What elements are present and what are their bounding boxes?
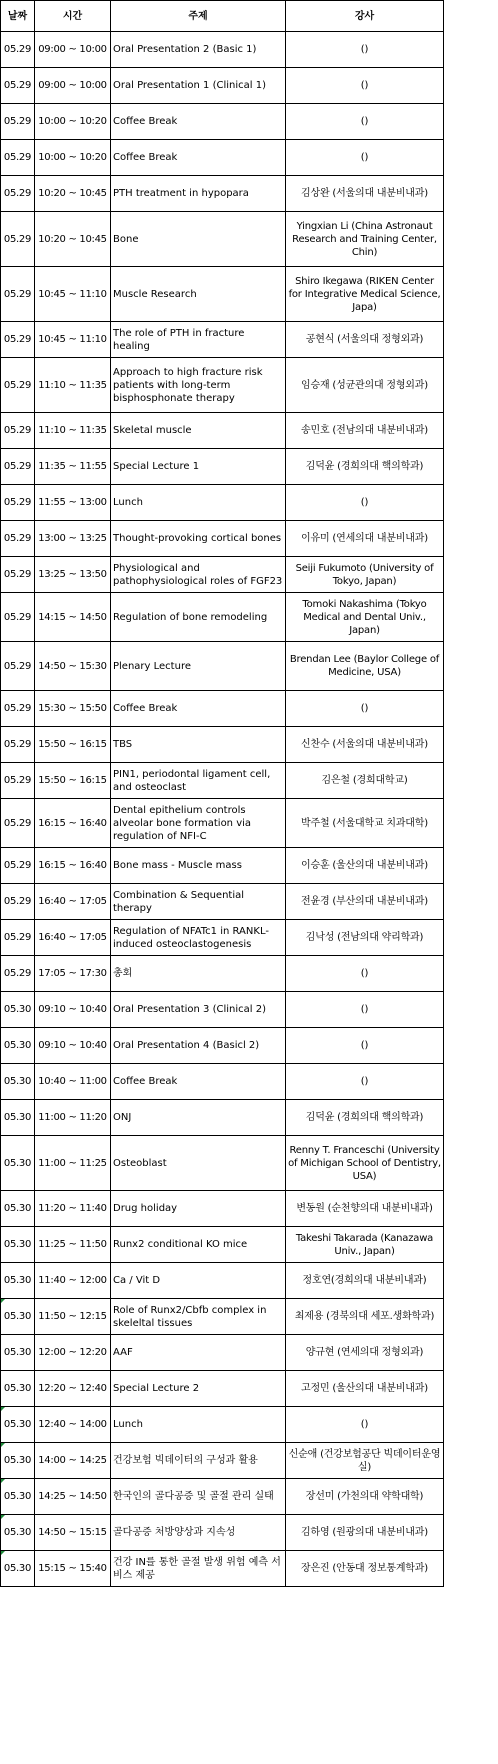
topic-cell: Lunch (111, 485, 286, 521)
table-row (1, 1551, 444, 1587)
date-cell: 05.30 (1, 1407, 35, 1443)
table-row (1, 267, 444, 322)
time-cell: 11:40 ~ 12:00 (35, 1263, 111, 1299)
time-cell: 15:50 ~ 16:15 (35, 727, 111, 763)
table-row (1, 1064, 444, 1100)
time-cell: 10:00 ~ 10:20 (35, 140, 111, 176)
date-cell: 05.29 (1, 691, 35, 727)
topic-cell: Muscle Research (111, 267, 286, 322)
table-row (1, 642, 444, 691)
speaker-cell: 장은진 (안동대 정보통계학과) (286, 1551, 444, 1587)
date-cell: 05.30 (1, 1191, 35, 1227)
date-cell: 05.29 (1, 920, 35, 956)
time-cell: 11:00 ~ 11:25 (35, 1136, 111, 1191)
time-cell: 09:10 ~ 10:40 (35, 1028, 111, 1064)
time-cell: 11:10 ~ 11:35 (35, 358, 111, 413)
date-cell: 05.30 (1, 992, 35, 1028)
speaker-cell: 신찬수 (서울의대 내분비내과) (286, 727, 444, 763)
date-cell: 05.29 (1, 68, 35, 104)
table-row (1, 413, 444, 449)
time-cell: 17:05 ~ 17:30 (35, 956, 111, 992)
time-cell: 09:10 ~ 10:40 (35, 992, 111, 1028)
time-cell: 10:00 ~ 10:20 (35, 104, 111, 140)
date-cell: 05.29 (1, 557, 35, 593)
time-cell: 11:25 ~ 11:50 (35, 1227, 111, 1263)
speaker-cell: () (286, 956, 444, 992)
table-row (1, 992, 444, 1028)
speaker-cell: 변동원 (순천향의대 내분비내과) (286, 1191, 444, 1227)
table-row (1, 32, 444, 68)
date-cell: 05.30 (1, 1551, 35, 1587)
time-cell: 12:40 ~ 14:00 (35, 1407, 111, 1443)
date-cell: 05.30 (1, 1335, 35, 1371)
time-cell: 10:20 ~ 10:45 (35, 176, 111, 212)
time-cell: 15:15 ~ 15:40 (35, 1551, 111, 1587)
topic-cell: Special Lecture 1 (111, 449, 286, 485)
speaker-cell: 김덕윤 (경희의대 핵의학과) (286, 1100, 444, 1136)
table-row (1, 358, 444, 413)
table-row (1, 1136, 444, 1191)
speaker-cell: 김은철 (경희대학교) (286, 763, 444, 799)
topic-cell: 건강보험 빅데이터의 구성과 활용 (111, 1443, 286, 1479)
time-cell: 10:20 ~ 10:45 (35, 212, 111, 267)
speaker-cell: () (286, 1028, 444, 1064)
topic-cell: Ca / Vit D (111, 1263, 286, 1299)
time-cell: 09:00 ~ 10:00 (35, 68, 111, 104)
topic-cell: 한국인의 골다공증 및 골절 관리 실태 (111, 1479, 286, 1515)
date-cell: 05.29 (1, 358, 35, 413)
date-cell: 05.30 (1, 1263, 35, 1299)
topic-cell: Oral Presentation 3 (Clinical 2) (111, 992, 286, 1028)
table-row (1, 449, 444, 485)
date-cell: 05.29 (1, 848, 35, 884)
topic-cell: Dental epithelium controls alveolar bone formation via regulation of NFI-C (111, 799, 286, 848)
topic-cell: Bone (111, 212, 286, 267)
speaker-cell: 김낙성 (전남의대 약리학과) (286, 920, 444, 956)
table-row (1, 104, 444, 140)
date-cell: 05.29 (1, 763, 35, 799)
table-row (1, 848, 444, 884)
speaker-cell: 임승재 (성균관의대 정형외과) (286, 358, 444, 413)
header-date: 날짜 (1, 1, 35, 32)
table-row (1, 1227, 444, 1263)
topic-cell: Skeletal muscle (111, 413, 286, 449)
topic-cell: Physiological and pathophysiological roles of FGF23 (111, 557, 286, 593)
time-cell: 11:55 ~ 13:00 (35, 485, 111, 521)
date-cell: 05.29 (1, 32, 35, 68)
speaker-cell: Tomoki Nakashima (Tokyo Medical and Dental Univ., Japan) (286, 593, 444, 642)
speaker-cell: Brendan Lee (Baylor College of Medicine, USA) (286, 642, 444, 691)
date-cell: 05.30 (1, 1371, 35, 1407)
date-cell: 05.30 (1, 1227, 35, 1263)
time-cell: 09:00 ~ 10:00 (35, 32, 111, 68)
table-row (1, 1371, 444, 1407)
table-row (1, 557, 444, 593)
speaker-cell: 김덕윤 (경희의대 핵의학과) (286, 449, 444, 485)
date-cell: 05.30 (1, 1299, 35, 1335)
time-cell: 12:00 ~ 12:20 (35, 1335, 111, 1371)
topic-cell: Plenary Lecture (111, 642, 286, 691)
topic-cell: Lunch (111, 1407, 286, 1443)
date-cell: 05.29 (1, 642, 35, 691)
speaker-cell: 정호연(경희의대 내분비내과) (286, 1263, 444, 1299)
date-cell: 05.30 (1, 1479, 35, 1515)
table-row (1, 485, 444, 521)
header-topic: 주제 (111, 1, 286, 32)
speaker-cell: () (286, 1064, 444, 1100)
table-row (1, 920, 444, 956)
date-cell: 05.29 (1, 884, 35, 920)
speaker-cell: () (286, 32, 444, 68)
time-cell: 12:20 ~ 12:40 (35, 1371, 111, 1407)
speaker-cell: 김하영 (원광의대 내분비내과) (286, 1515, 444, 1551)
date-cell: 05.29 (1, 176, 35, 212)
topic-cell: Oral Presentation 2 (Basic 1) (111, 32, 286, 68)
speaker-cell: () (286, 104, 444, 140)
date-cell: 05.29 (1, 521, 35, 557)
speaker-cell: 최제용 (경북의대 세포.생화학과) (286, 1299, 444, 1335)
topic-cell: The role of PTH in fracture healing (111, 322, 286, 358)
date-cell: 05.29 (1, 413, 35, 449)
speaker-cell: Renny T. Franceschi (University of Michigan School of Dentistry, USA) (286, 1136, 444, 1191)
time-cell: 13:00 ~ 13:25 (35, 521, 111, 557)
topic-cell: Drug holiday (111, 1191, 286, 1227)
speaker-cell: Yingxian Li (China Astronaut Research and Training Center, Chin) (286, 212, 444, 267)
header-row (1, 1, 444, 32)
time-cell: 16:15 ~ 16:40 (35, 799, 111, 848)
date-cell: 05.29 (1, 593, 35, 642)
speaker-cell: 양규현 (연세의대 정형외과) (286, 1335, 444, 1371)
speaker-cell: 장선미 (가천의대 약학대학) (286, 1479, 444, 1515)
topic-cell: Approach to high fracture risk patients with long-term bisphosphonate therapy (111, 358, 286, 413)
table-row (1, 884, 444, 920)
date-cell: 05.30 (1, 1443, 35, 1479)
time-cell: 10:45 ~ 11:10 (35, 267, 111, 322)
speaker-cell: 전윤경 (부산의대 내분비내과) (286, 884, 444, 920)
speaker-cell: () (286, 140, 444, 176)
topic-cell: Regulation of NFATc1 in RANKL-induced osteoclastogenesis (111, 920, 286, 956)
topic-cell: Special Lecture 2 (111, 1371, 286, 1407)
topic-cell: PTH treatment in hypopara (111, 176, 286, 212)
time-cell: 11:50 ~ 12:15 (35, 1299, 111, 1335)
date-cell: 05.29 (1, 212, 35, 267)
time-cell: 15:30 ~ 15:50 (35, 691, 111, 727)
date-cell: 05.29 (1, 956, 35, 992)
topic-cell: Coffee Break (111, 1064, 286, 1100)
speaker-cell: 공현식 (서울의대 정형외과) (286, 322, 444, 358)
speaker-cell: 고정민 (울산의대 내분비내과) (286, 1371, 444, 1407)
time-cell: 16:40 ~ 17:05 (35, 884, 111, 920)
topic-cell: TBS (111, 727, 286, 763)
table-row (1, 68, 444, 104)
header-time: 시간 (35, 1, 111, 32)
topic-cell: 총회 (111, 956, 286, 992)
topic-cell: ONJ (111, 1100, 286, 1136)
time-cell: 16:40 ~ 17:05 (35, 920, 111, 956)
speaker-cell: 송민호 (전남의대 내분비내과) (286, 413, 444, 449)
time-cell: 10:40 ~ 11:00 (35, 1064, 111, 1100)
speaker-cell: () (286, 485, 444, 521)
speaker-cell: 신순애 (건강보험공단 빅데이터운영실) (286, 1443, 444, 1479)
table-row (1, 1479, 444, 1515)
table-row (1, 593, 444, 642)
date-cell: 05.29 (1, 799, 35, 848)
date-cell: 05.29 (1, 727, 35, 763)
date-cell: 05.30 (1, 1515, 35, 1551)
time-cell: 15:50 ~ 16:15 (35, 763, 111, 799)
time-cell: 11:20 ~ 11:40 (35, 1191, 111, 1227)
speaker-cell: 이유미 (연세의대 내분비내과) (286, 521, 444, 557)
speaker-cell: () (286, 691, 444, 727)
table-row (1, 212, 444, 267)
topic-cell: Coffee Break (111, 691, 286, 727)
date-cell: 05.30 (1, 1028, 35, 1064)
topic-cell: 건강 IN를 통한 골절 발생 위험 예측 서비스 제공 (111, 1551, 286, 1587)
topic-cell: Coffee Break (111, 104, 286, 140)
table-row (1, 799, 444, 848)
table-row (1, 176, 444, 212)
table-row (1, 1100, 444, 1136)
topic-cell: Oral Presentation 1 (Clinical 1) (111, 68, 286, 104)
speaker-cell: 김상완 (서울의대 내분비내과) (286, 176, 444, 212)
table-row (1, 140, 444, 176)
topic-cell: Osteoblast (111, 1136, 286, 1191)
table-row (1, 956, 444, 992)
speaker-cell: Takeshi Takarada (Kanazawa Univ., Japan) (286, 1227, 444, 1263)
time-cell: 14:50 ~ 15:30 (35, 642, 111, 691)
speaker-cell: () (286, 1407, 444, 1443)
time-cell: 16:15 ~ 16:40 (35, 848, 111, 884)
date-cell: 05.30 (1, 1064, 35, 1100)
speaker-cell: Shiro Ikegawa (RIKEN Center for Integrative Medical Science, Japa) (286, 267, 444, 322)
date-cell: 05.30 (1, 1136, 35, 1191)
time-cell: 11:35 ~ 11:55 (35, 449, 111, 485)
date-cell: 05.29 (1, 485, 35, 521)
table-row (1, 1443, 444, 1479)
time-cell: 13:25 ~ 13:50 (35, 557, 111, 593)
speaker-cell: () (286, 68, 444, 104)
table-row (1, 521, 444, 557)
time-cell: 10:45 ~ 11:10 (35, 322, 111, 358)
date-cell: 05.29 (1, 267, 35, 322)
topic-cell: Thought-provoking cortical bones (111, 521, 286, 557)
topic-cell: Runx2 conditional KO mice (111, 1227, 286, 1263)
topic-cell: Combination & Sequential therapy (111, 884, 286, 920)
topic-cell: AAF (111, 1335, 286, 1371)
time-cell: 14:15 ~ 14:50 (35, 593, 111, 642)
speaker-cell: () (286, 992, 444, 1028)
table-row (1, 1191, 444, 1227)
speaker-cell: 박주철 (서울대학교 치과대학) (286, 799, 444, 848)
date-cell: 05.29 (1, 322, 35, 358)
table-row (1, 727, 444, 763)
table-row (1, 691, 444, 727)
table-row (1, 1335, 444, 1371)
time-cell: 14:25 ~ 14:50 (35, 1479, 111, 1515)
table-row (1, 763, 444, 799)
topic-cell: 골다공증 처방양상과 지속성 (111, 1515, 286, 1551)
time-cell: 14:50 ~ 15:15 (35, 1515, 111, 1551)
table-row (1, 1515, 444, 1551)
table-row (1, 1299, 444, 1335)
speaker-cell: Seiji Fukumoto (University of Tokyo, Japan) (286, 557, 444, 593)
header-speaker: 강사 (286, 1, 444, 32)
table-row (1, 1407, 444, 1443)
time-cell: 14:00 ~ 14:25 (35, 1443, 111, 1479)
topic-cell: Regulation of bone remodeling (111, 593, 286, 642)
date-cell: 05.29 (1, 140, 35, 176)
date-cell: 05.29 (1, 449, 35, 485)
topic-cell: PIN1, periodontal ligament cell, and osteoclast (111, 763, 286, 799)
date-cell: 05.30 (1, 1100, 35, 1136)
topic-cell: Coffee Break (111, 140, 286, 176)
topic-cell: Role of Runx2/Cbfb complex in skeleltal tissues (111, 1299, 286, 1335)
time-cell: 11:10 ~ 11:35 (35, 413, 111, 449)
topic-cell: Bone mass - Muscle mass (111, 848, 286, 884)
time-cell: 11:00 ~ 11:20 (35, 1100, 111, 1136)
speaker-cell: 이승훈 (울산의대 내분비내과) (286, 848, 444, 884)
table-row (1, 1028, 444, 1064)
topic-cell: Oral Presentation 4 (Basicl 2) (111, 1028, 286, 1064)
table-row (1, 322, 444, 358)
date-cell: 05.29 (1, 104, 35, 140)
table-row (1, 1263, 444, 1299)
